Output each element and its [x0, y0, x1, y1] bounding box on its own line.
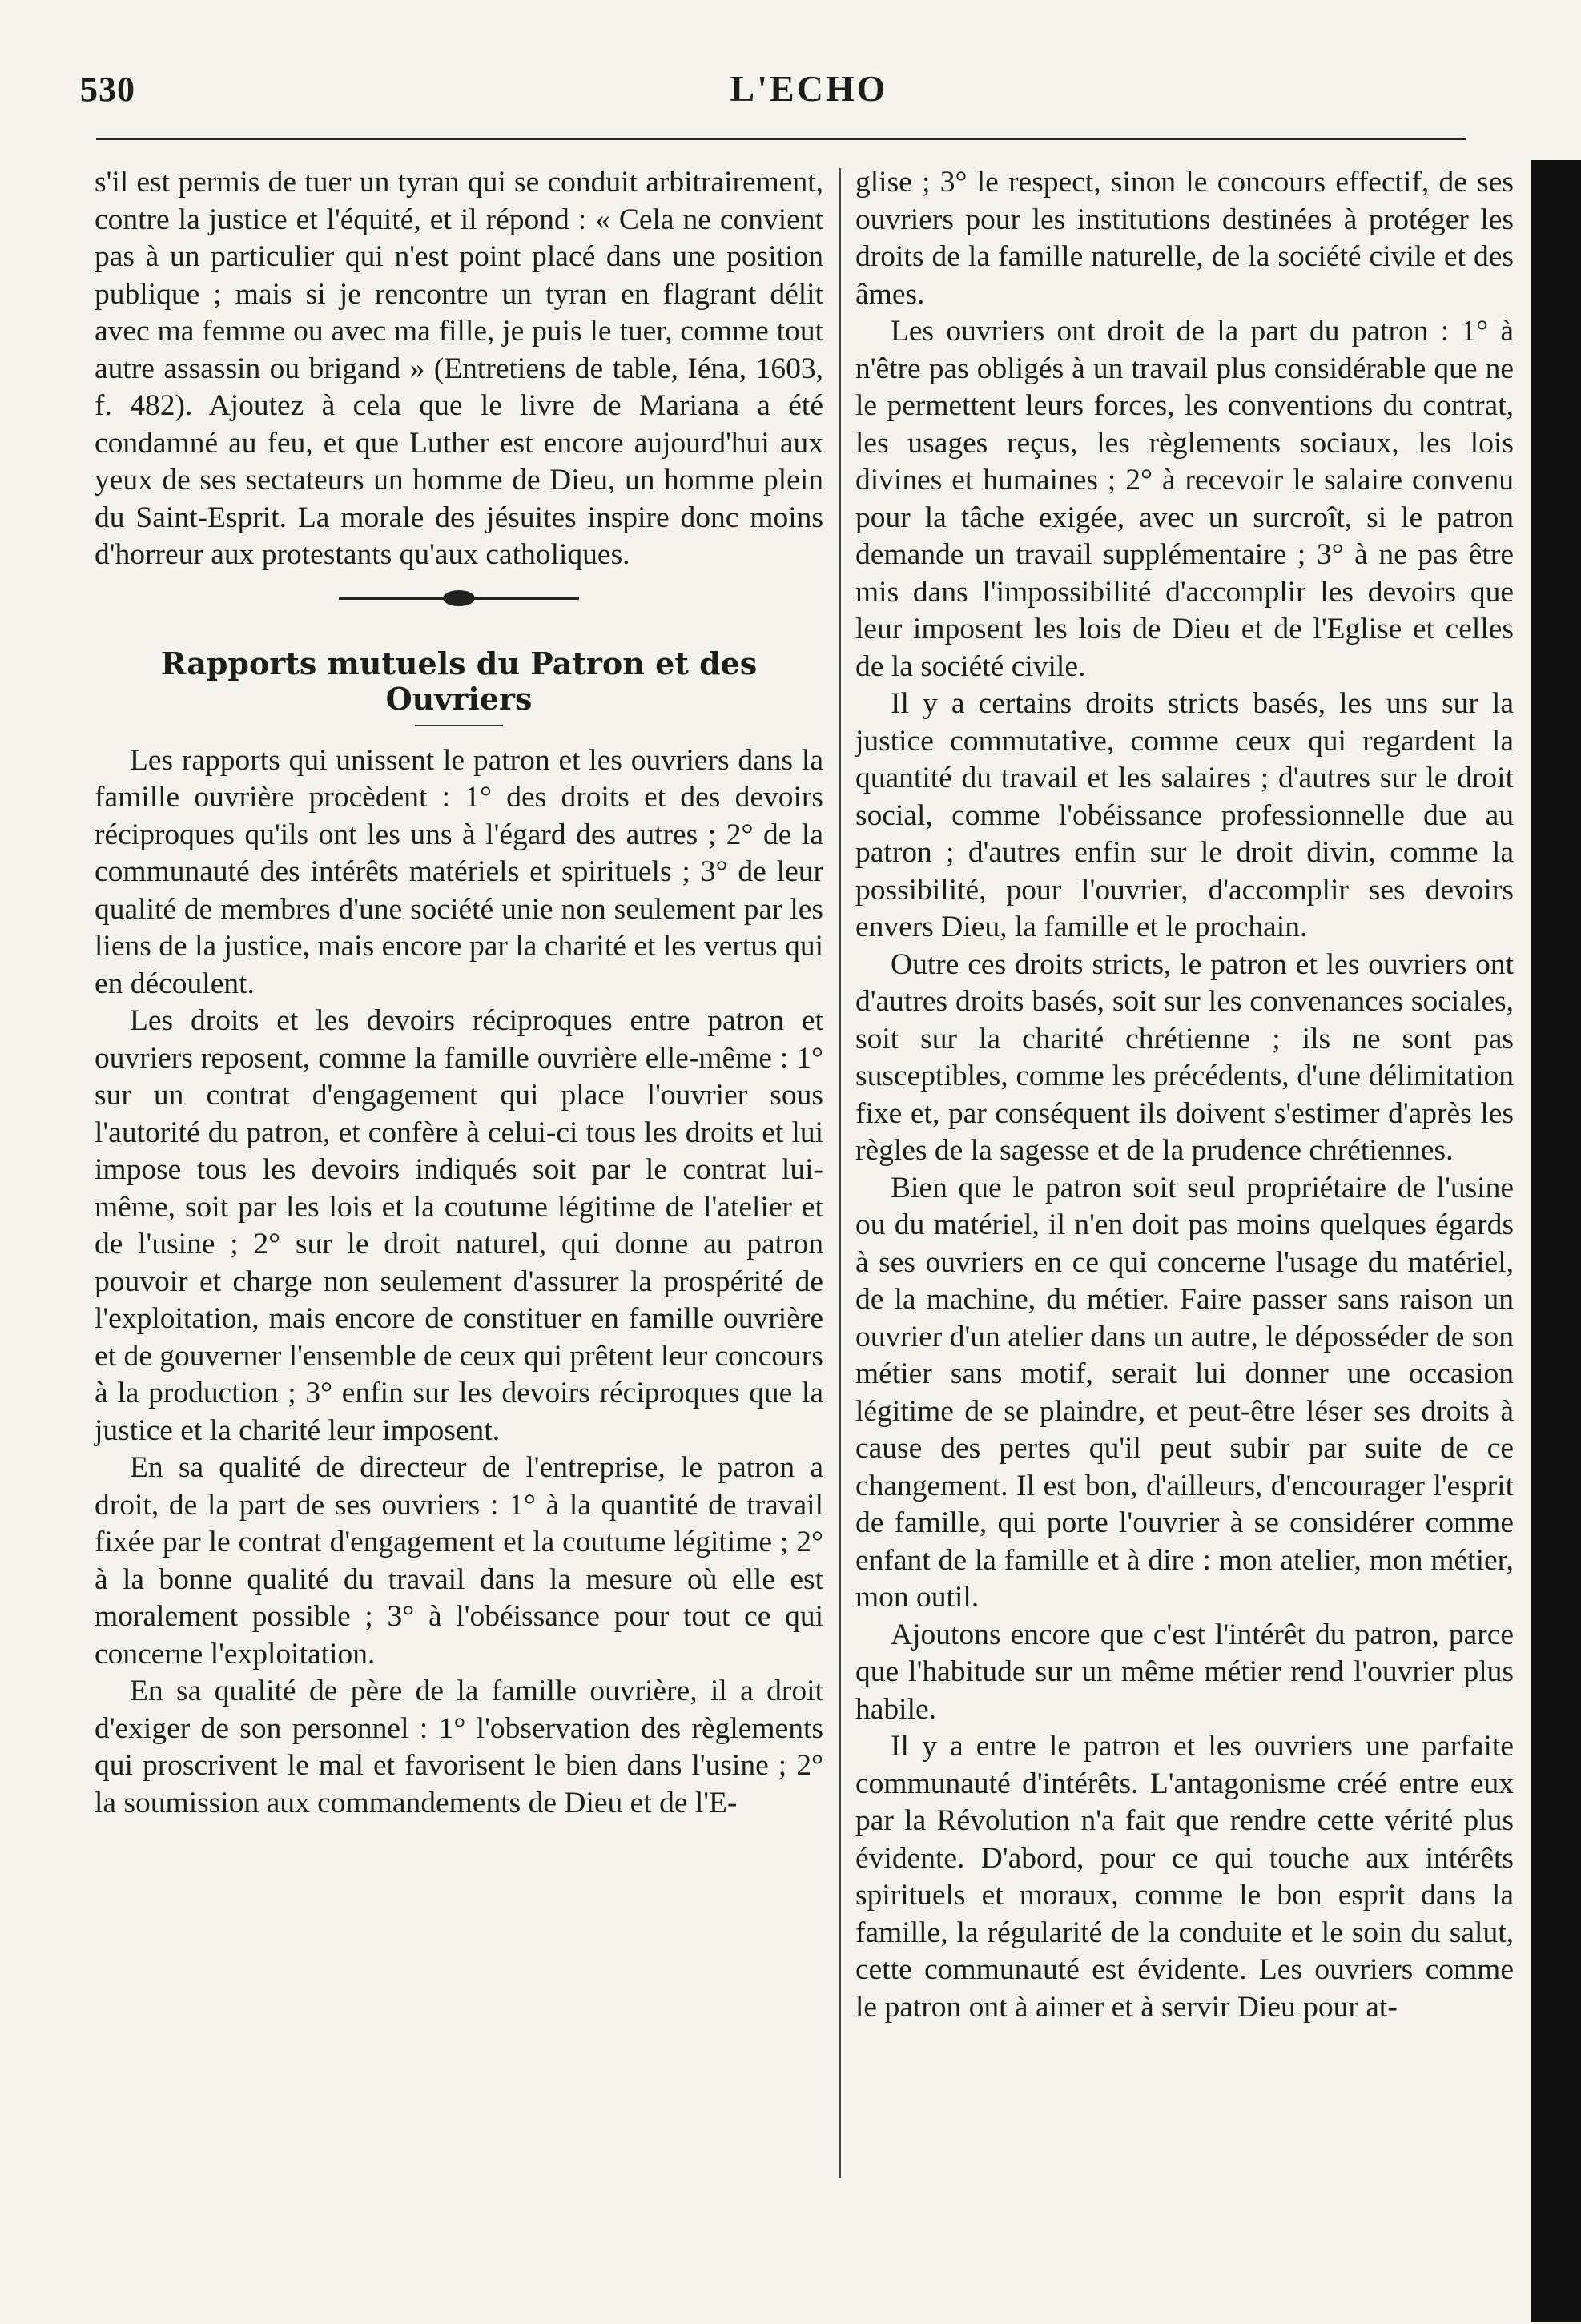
paragraph: Il y a entre le patron et les ouvriers une parfaite communauté d'intérêts. L'antagonisme créé entre eux par la Révolution n'a fait que rendre cette vérité plus évidente. D'abord, pour ce qui touche aux intérêts spirituels et moraux, comme le bon esprit dans la famille, la régularité de la conduite et le soin du salut, cette communauté est évidente. Les ouvriers comme le patron ont à aimer et à servir Dieu pour at-: [855, 1730, 1514, 2024]
paragraph: Il y a certains droits stricts basés, les uns sur la justice commutative, comme ceux qui regardent la quantité du travail et les salaires ; d'autres sur le droit social, comme l'obéissance professionnelle due au patron ; d'autres enfin sur le droit divin, comme la possibilité, pour l'ouvrier, d'accomplir ses devoirs envers Dieu, la famille et le prochain.: [855, 687, 1514, 943]
section-ornament: [95, 574, 823, 622]
paragraph-continued: s'il est permis de tuer un tyran qui se conduit arbitrairement, contre la justice et l'équité, et il répond : « Cela ne convient pas à un particulier qui n'est point placé dans une position publique ; mais si je rencontre un tyran en flagrant délit avec ma femme ou avec ma fille, je puis le tuer, comme tout autre assassin ou brigand » (Entretiens de table, Iéna, 1603, f. 482). Ajoutez à cela que le livre de Mariana a été condamné au feu, et que Luther est encore aujourd'hui aux yeux de ses sectateurs un homme de Dieu, un homme plein du Saint-Esprit. La morale des jésuites inspire donc moins d'horreur aux protestants qu'aux catholiques.: [95, 166, 823, 571]
column-divider: [839, 168, 841, 2178]
left-column: [95, 164, 823, 1822]
paragraph: Bien que le patron soit seul propriétaire de l'usine ou du matériel, il n'en doit pas moins quelques égards à ses ouvriers en ce qui concerne l'usage du matériel, de la machine, du métier. Faire passer sans raison un ouvrier d'un atelier dans un autre, le déposséder de son métier sans motif, serait lui donner une occasion légitime de se plaindre, et peut-être léser ses droits à cause des pertes qu'il peut subir par suite de ce changement. Il est bon, d'ailleurs, d'encourager l'esprit de famille, qui porte l'ouvrier à se considérer comme enfant de la famille et à dire : mon atelier, mon métier, mon outil.: [855, 1171, 1514, 1614]
running-title: L'ECHO: [730, 68, 888, 109]
paragraph-continued: glise ; 3° le respect, sinon le concours effectif, de ses ouvriers pour les institutions destinées à protéger les droits de la famille naturelle, de la société civile et des âmes.: [855, 166, 1514, 311]
title-rule: [415, 725, 503, 726]
section-title-line-1: Rapports mutuels du Patron et des: [160, 645, 758, 682]
section-title: [95, 646, 823, 717]
paragraph: Outre ces droits stricts, le patron et les ouvriers ont d'autres droits basés, soit sur les convenances sociales, soit sur la charité chrétienne ; ils ne sont pas susceptibles, comme les précédents, d'une délimitation fixe et, par conséquent ils doivent s'estimer d'après les règles de la sagesse et de la prudence chrétiennes.: [855, 947, 1514, 1167]
page-number: 530: [80, 70, 135, 109]
paragraph: Les ouvriers ont droit de la part du patron : 1° à n'être pas obligés à un travail plus considérable que ne le permettent leurs forces, les conventions du contrat, les usages reçus, les règlements sociaux, les lois divines et humaines ; 2° à recevoir le salaire convenu pour la tâche exigée, avec un surcroît, si le patron demande un travail supplémentaire ; 3° à ne pas être mis dans l'impossibilité d'accomplir les devoirs que leur imposent les lois de Dieu et de l'Eglise et celles de la société civile.: [855, 315, 1514, 683]
paragraph: Ajoutons encore que c'est l'intérêt du patron, parce que l'habitude sur un même métier rend l'ouvrier plus habile.: [855, 1618, 1514, 1726]
scan-edge-shadow: [1531, 160, 1581, 2322]
right-column: [855, 164, 1514, 2026]
header-rule: [96, 138, 1466, 140]
section-title-line-2: Ouvriers: [385, 680, 533, 717]
paragraph: Les droits et les devoirs réciproques entre patron et ouvriers reposent, comme la famille ouvrière elle-même : 1° sur un contrat d'engagement qui place l'ouvrier sous l'autorité du patron, et confère à celui-ci tous les droits et lui impose tous les devoirs indiqués soit par le contrat lui-même, soit par les lois et la coutume légitime de l'atelier et de l'usine ; 2° sur le droit naturel, qui donne au patron pouvoir et charge non seulement d'assurer la prospérité de l'exploitation, mais encore de constituer en famille ouvrière et de gouverner l'ensemble de ceux qui prêtent leur concours à la production ; 3° enfin sur les devoirs réciproques que la justice et la charité leur imposent.: [95, 1004, 823, 1447]
paragraph: En sa qualité de père de la famille ouvrière, il a droit d'exiger de son personnel : 1° l'observation des règlements qui proscrivent le mal et favorisent le bien dans l'usine ; 2° la soumission aux commandements de Dieu et de l'E-: [95, 1675, 823, 1819]
paragraph: Les rapports qui unissent le patron et les ouvriers dans la famille ouvrière procèdent : 1° des droits et des devoirs réciproques qu'ils ont les uns à l'égard des autres ; 2° de la communauté des intérêts matériels et spirituels ; 3° de leur qualité de membres d'une société unie non seulement par les liens de la justice, mais encore par la charité et les vertus qui en découlent.: [95, 743, 823, 1000]
paragraph: En sa qualité de directeur de l'entreprise, le patron a droit, de la part de ses ouvriers : 1° à la quantité de travail fixée par le contrat d'engagement et la coutume légitime ; 2° à la bonne qualité du travail dans la mesure où elle est moralement possible ; 3° à l'obéissance pour tout ce qui concerne l'exploitation.: [95, 1451, 823, 1671]
page-header: [0, 0, 1581, 140]
